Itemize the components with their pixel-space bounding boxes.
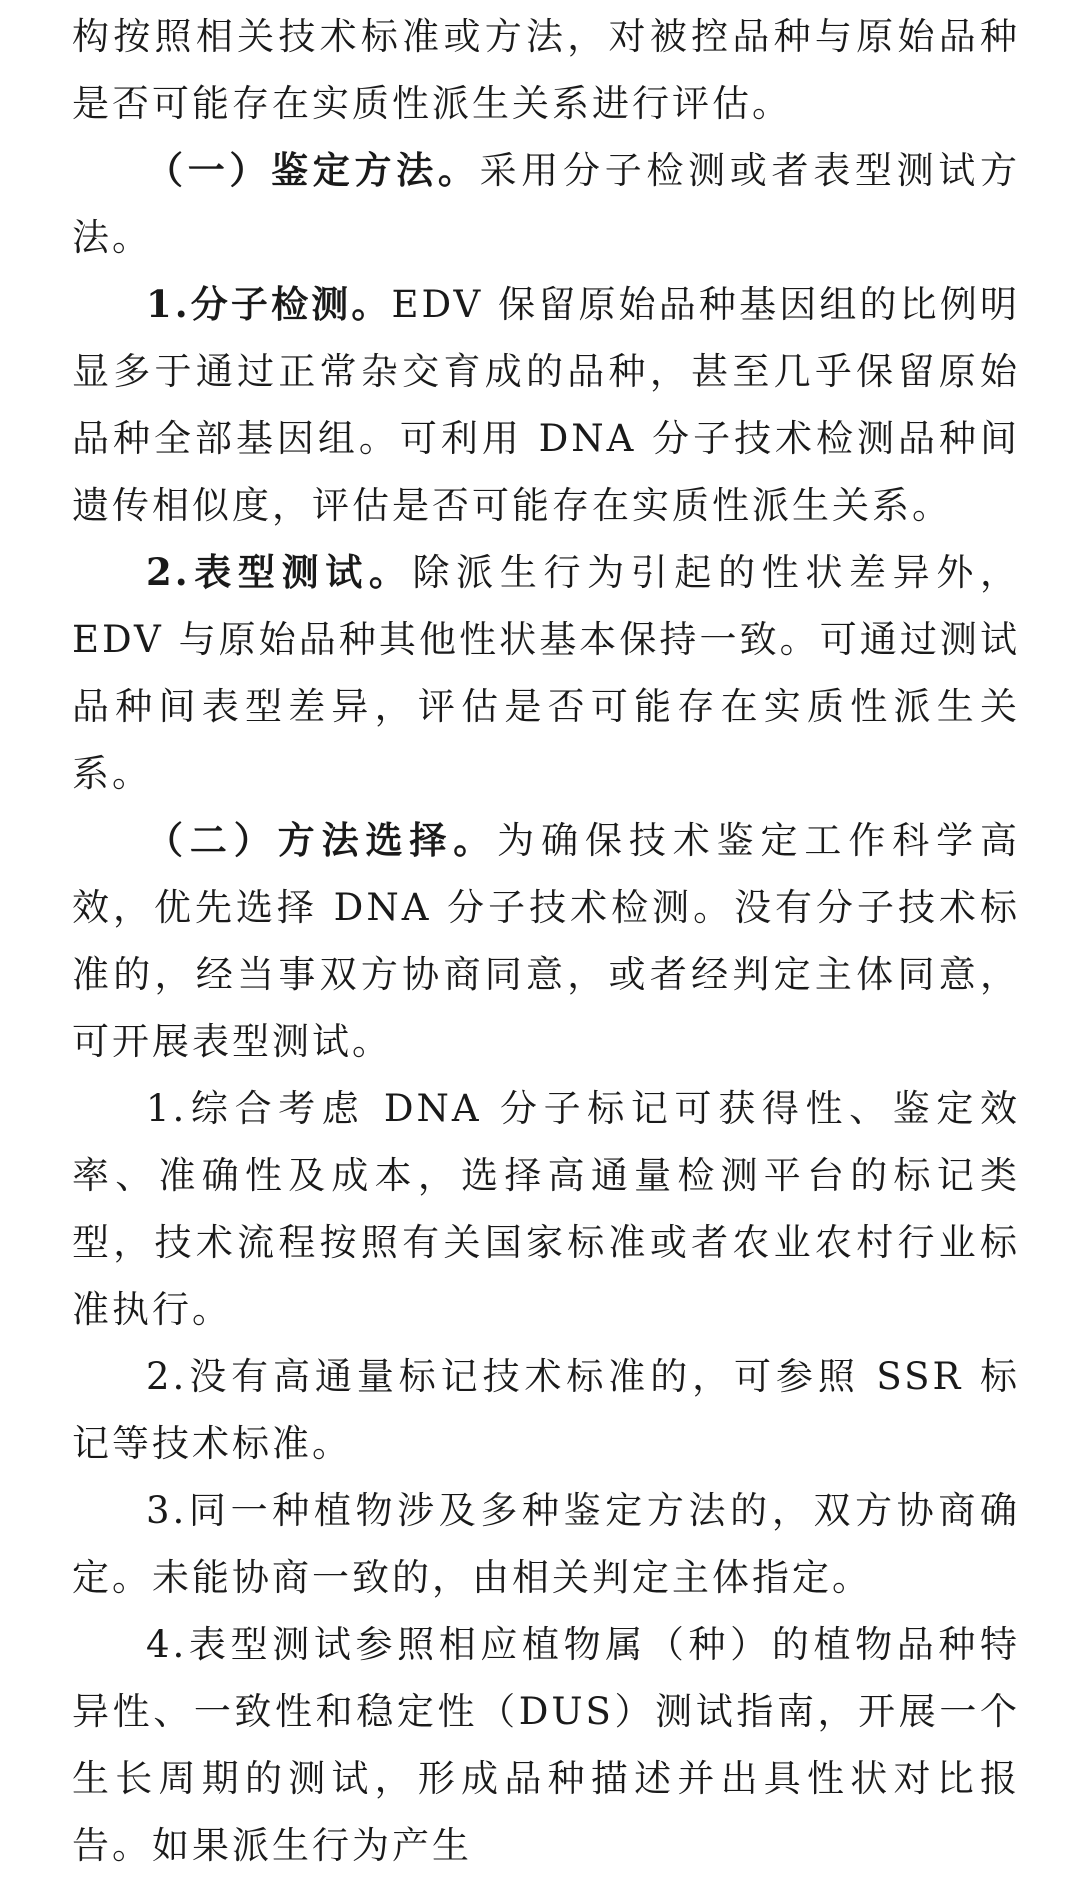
paragraph-text: 除派生行为引起的性状差异外，EDV 与原始品种其他性状基本保持一致。可通过测试品种间表型差异，评估是否可能存在实质性派生关系。 — [72, 551, 1020, 795]
subsection-heading: 1.分子检测。 — [146, 282, 392, 326]
paragraph-method-selection — [72, 807, 1020, 1075]
paragraph-item-2 — [72, 1343, 1020, 1477]
paragraph-text: 4.表型测试参照相应植物属（种）的植物品种特异性、一致性和稳定性（DUS）测试指南，开展一个生长周期的测试，形成品种描述并出具性状对比报告。如果派生行为产生 — [72, 1623, 1020, 1867]
paragraph-text: 采用分子检测或者表型测试方法。 — [72, 149, 1021, 259]
paragraph-text: 3.同一种植物涉及多种鉴定方法的，双方协商确定。未能协商一致的，由相关判定主体指定。 — [72, 1489, 1020, 1599]
paragraph-item-4 — [72, 1611, 1020, 1879]
paragraph-text: 2.没有高通量标记技术标准的，可参照 SSR 标记等技术标准。 — [72, 1355, 1020, 1465]
subsection-heading: 2.表型测试。 — [146, 550, 413, 594]
paragraph-text: 为确保技术鉴定工作科学高效，优先选择 DNA 分子技术检测。没有分子技术标准的，经当事双方协商同意，或者经判定主体同意，可开展表型测试。 — [72, 819, 1021, 1063]
paragraph-item-3 — [72, 1477, 1020, 1611]
paragraph-item-1 — [72, 1075, 1020, 1343]
paragraph-molecular-detection — [72, 271, 1020, 539]
paragraph-phenotype-testing — [72, 539, 1020, 807]
paragraph-text: 构按照相关技术标准或方法，对被控品种与原始品种是否可能存在实质性派生关系进行评估。 — [72, 15, 1020, 125]
paragraph-text: EDV 保留原始品种基因组的比例明显多于通过正常杂交育成的品种，甚至几乎保留原始品种全部基因组。可利用 DNA 分子技术检测品种间遗传相似度，评估是否可能存在实质性派生关系。 — [72, 283, 1020, 527]
section-heading: （一）鉴定方法。 — [146, 148, 480, 192]
paragraph-text: 1.综合考虑 DNA 分子标记可获得性、鉴定效率、准确性及成本，选择高通量检测平台的标记类型，技术流程按照有关国家标准或者农业农村行业标准执行。 — [72, 1087, 1020, 1331]
section-heading: （二）方法选择。 — [146, 818, 498, 862]
paragraph-identification-methods — [72, 137, 1020, 271]
paragraph-continuation — [72, 3, 1020, 137]
